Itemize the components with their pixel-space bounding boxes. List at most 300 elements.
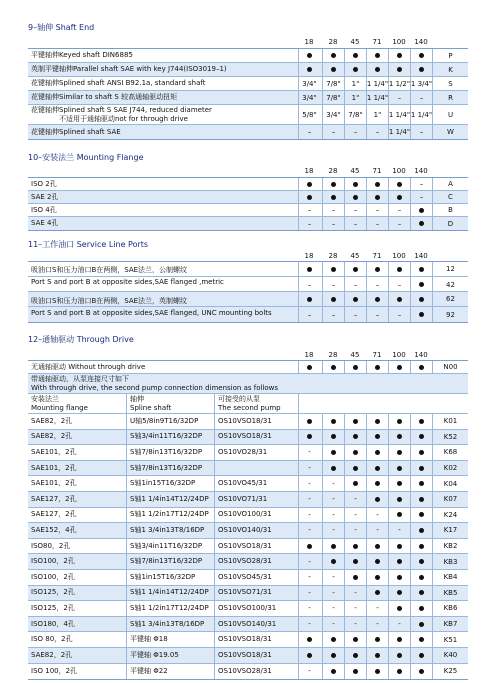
- flange-cell: [28, 430, 126, 445]
- availability-dot: [307, 297, 312, 302]
- value-cell: [410, 648, 432, 663]
- row-label-line: Port S and port B at opposite sides,SAE flanged, UNC mounting bolts: [31, 308, 272, 317]
- value-text: –: [375, 128, 380, 136]
- value-cell: [344, 570, 366, 585]
- spline-cell-text: S轴1 1/4in14T12/24DP: [130, 494, 209, 503]
- spline-cell: [126, 476, 214, 491]
- header-blank: [298, 394, 468, 413]
- availability-dot: [375, 365, 380, 370]
- second-pump-cell: [214, 586, 298, 601]
- section-title-service-line-ports: 11–工作油口 Service Line Ports: [28, 240, 149, 249]
- availability-dot: [353, 182, 358, 187]
- table-row: [28, 105, 468, 125]
- spline-cell: [126, 414, 214, 429]
- spline-cell: [126, 554, 214, 569]
- size-label: 18: [304, 38, 314, 46]
- second-pump-cell-text: OS10VSO71/31: [218, 588, 272, 597]
- value-cell: [388, 586, 410, 601]
- spline-cell: [126, 570, 214, 585]
- value-cell: [388, 476, 410, 491]
- availability-dot: [353, 450, 358, 455]
- header-line: Spline shaft: [130, 403, 172, 412]
- flange-cell: [28, 586, 126, 601]
- order-code: [432, 461, 468, 476]
- second-pump-cell: [214, 554, 298, 569]
- value-text: -: [332, 604, 335, 613]
- availability-dot: [419, 669, 424, 674]
- size-label: 71: [372, 252, 382, 260]
- spline-cell: [126, 617, 214, 632]
- size-label: 45: [350, 38, 360, 46]
- value-cell: [298, 664, 320, 680]
- value-text: 1 1/4": [410, 110, 433, 119]
- row-label: 无通轴驱动 Without through drive: [31, 362, 146, 371]
- availability-dot: [419, 434, 424, 439]
- value-text: –: [375, 206, 380, 214]
- port-subrow: [28, 262, 468, 277]
- availability-dot: [375, 575, 380, 580]
- row-label-cell: [28, 374, 468, 393]
- availability-dot: [419, 67, 424, 72]
- spline-cell: [126, 508, 214, 523]
- order-code: [432, 664, 468, 680]
- value-text: –: [307, 280, 312, 289]
- value-cell: [410, 77, 432, 90]
- value-cell: [366, 445, 388, 460]
- flange-cell: [28, 570, 126, 585]
- value-text: -: [376, 620, 379, 629]
- second-pump-cell-text: OS10VO45/31: [218, 479, 268, 488]
- order-code-text: K17: [443, 526, 458, 535]
- availability-dot: [419, 365, 424, 370]
- value-cell: [344, 632, 366, 647]
- second-pump-cell: [214, 414, 298, 429]
- order-code-text: K51: [443, 635, 458, 644]
- table-row: [28, 586, 468, 602]
- flange-cell-text: ISO100，2孔: [31, 557, 75, 566]
- row-label-cell: [28, 63, 298, 76]
- value-cell: [322, 632, 344, 647]
- value-cell: [344, 586, 366, 601]
- section-title-mounting-flange: 10–安装法兰 Mounting Flange: [28, 153, 144, 162]
- value-cell: [410, 361, 432, 373]
- value-cell: [298, 414, 320, 429]
- value-cell: [298, 617, 320, 632]
- row-label-cell: [28, 105, 298, 124]
- value-text: –: [375, 280, 380, 289]
- order-code-text: R: [448, 93, 453, 102]
- availability-dot: [331, 67, 336, 72]
- availability-dot: [419, 544, 424, 549]
- value-cell: [388, 601, 410, 616]
- value-text: -: [308, 495, 311, 504]
- value-cell: [388, 307, 410, 322]
- availability-dot: [353, 637, 358, 642]
- value-cell: [410, 63, 432, 76]
- spline-cell: [126, 601, 214, 616]
- availability-dot: [353, 365, 358, 370]
- value-text: -: [308, 479, 311, 488]
- availability-dot: [353, 481, 358, 486]
- table-row: [28, 445, 468, 461]
- value-cell: [298, 445, 320, 460]
- table-row: [28, 554, 468, 570]
- value-cell: [322, 508, 344, 523]
- value-cell: [366, 217, 388, 230]
- second-pump-cell-text: OS10VSO18/31: [218, 541, 272, 550]
- order-code: [432, 77, 468, 90]
- value-cell: [298, 601, 320, 616]
- order-code: [432, 492, 468, 507]
- table-row: [28, 191, 468, 204]
- availability-dot: [397, 544, 402, 549]
- value-cell: [322, 63, 344, 76]
- order-code: [432, 632, 468, 647]
- spline-cell-text: S轴3/4in11T16/32DP: [130, 541, 203, 550]
- value-cell: [298, 570, 320, 585]
- value-text: -: [376, 604, 379, 613]
- value-cell: [322, 430, 344, 445]
- availability-dot: [331, 434, 336, 439]
- availability-dot: [353, 195, 358, 200]
- availability-dot: [353, 297, 358, 302]
- flange-cell-text: ISO100，2孔: [31, 572, 75, 581]
- value-text: -: [354, 510, 357, 519]
- flange-cell-text: SAE152，4孔: [31, 525, 77, 534]
- value-cell: [410, 586, 432, 601]
- order-code-text: P: [448, 51, 453, 60]
- value-cell: [322, 262, 344, 276]
- value-cell: [410, 601, 432, 616]
- order-code-text: K68: [443, 448, 458, 457]
- value-cell: [410, 632, 432, 647]
- value-cell: [388, 539, 410, 554]
- value-text: -: [332, 588, 335, 597]
- value-text: –: [397, 219, 402, 228]
- availability-dot: [419, 282, 424, 287]
- value-cell: [298, 262, 320, 276]
- column-header-row: [28, 394, 468, 414]
- availability-dot: [419, 297, 424, 302]
- port-group: [28, 292, 468, 322]
- value-cell: [322, 476, 344, 491]
- order-code: [432, 430, 468, 445]
- value-cell: [366, 648, 388, 663]
- value-cell: [298, 91, 320, 104]
- through-drive-note: [28, 374, 468, 394]
- value-cell: [366, 664, 388, 680]
- value-text: -: [332, 620, 335, 629]
- value-cell: [344, 292, 366, 306]
- availability-dot: [307, 434, 312, 439]
- value-cell: [410, 307, 432, 322]
- value-cell: [366, 632, 388, 647]
- size-label: 100: [392, 252, 406, 260]
- table-row: [28, 523, 468, 539]
- order-code: [432, 105, 468, 124]
- availability-dot: [307, 419, 312, 424]
- availability-dot: [331, 53, 336, 58]
- second-pump-cell: [214, 461, 298, 476]
- value-cell: [322, 361, 344, 373]
- value-cell: [322, 523, 344, 538]
- value-cell: [344, 508, 366, 523]
- flange-cell: [28, 632, 126, 647]
- row-label: [28, 79, 206, 88]
- availability-dot: [375, 590, 380, 595]
- value-cell: [344, 492, 366, 507]
- flange-cell: [28, 617, 126, 632]
- availability-dot: [397, 450, 402, 455]
- availability-dot: [307, 67, 312, 72]
- table-row: [28, 63, 468, 77]
- flange-cell: [28, 508, 126, 523]
- value-cell: [410, 105, 432, 124]
- order-code-text: K24: [443, 510, 458, 519]
- row-label-line: 花键轴伸Splined shaft ANSI B92.1a, standard shaft: [31, 79, 206, 87]
- value-cell: [366, 77, 388, 90]
- value-cell: [410, 617, 432, 632]
- availability-dot: [397, 195, 402, 200]
- value-cell: [322, 204, 344, 216]
- table-row: [28, 570, 468, 586]
- order-code: [432, 191, 468, 203]
- availability-dot: [375, 466, 380, 471]
- row-label: ISO 4孔: [31, 205, 57, 214]
- table-row: [28, 49, 468, 63]
- flange-cell-text: ISO 100，2孔: [31, 666, 78, 675]
- value-text: 1": [351, 79, 360, 88]
- value-cell: [388, 191, 410, 203]
- row-label-line: 花键轴伸Splined shaft SAE: [31, 127, 121, 136]
- value-cell: [410, 445, 432, 460]
- spline-cell: [126, 539, 214, 554]
- value-cell: [298, 277, 320, 292]
- value-text: 7/8": [348, 110, 363, 119]
- second-pump-cell: [214, 664, 298, 680]
- size-label: 100: [392, 351, 406, 359]
- order-code: [432, 49, 468, 62]
- value-text: -: [354, 620, 357, 629]
- value-cell: [366, 191, 388, 203]
- value-cell: [366, 476, 388, 491]
- row-label-cell: [28, 178, 298, 190]
- value-cell: [410, 523, 432, 538]
- order-code-text: B: [448, 206, 453, 214]
- value-text: -: [308, 526, 311, 535]
- value-cell: [344, 262, 366, 276]
- row-label-cell: [28, 361, 298, 373]
- value-text: 3/4": [326, 110, 341, 119]
- value-cell: [344, 125, 366, 139]
- second-pump-cell-text: OS10VSO18/31: [218, 635, 272, 644]
- value-text: -: [376, 510, 379, 519]
- availability-dot: [353, 434, 358, 439]
- second-pump-cell: [214, 601, 298, 616]
- value-text: 1 1/4": [388, 128, 411, 136]
- value-text: –: [353, 206, 358, 214]
- value-cell: [344, 539, 366, 554]
- flange-cell-text: ISO125，2孔: [31, 588, 75, 597]
- value-text: -: [332, 526, 335, 535]
- value-text: –: [375, 219, 380, 228]
- table-row: [28, 414, 468, 430]
- order-code-text: K: [448, 65, 453, 74]
- value-cell: [410, 570, 432, 585]
- value-cell: [344, 63, 366, 76]
- value-cell: [322, 91, 344, 104]
- order-code-text: KB4: [443, 573, 458, 582]
- availability-dot: [375, 182, 380, 187]
- availability-dot: [353, 559, 358, 564]
- size-label: 28: [328, 167, 338, 175]
- row-label: SAE 2孔: [31, 192, 59, 201]
- value-cell: [298, 430, 320, 445]
- row-label: SAE 4孔: [31, 219, 59, 227]
- availability-dot: [307, 653, 312, 658]
- availability-dot: [419, 528, 424, 533]
- value-text: –: [331, 206, 336, 214]
- availability-dot: [397, 512, 402, 517]
- order-code-text: N00: [443, 363, 458, 371]
- availability-dot: [375, 559, 380, 564]
- value-cell: [388, 361, 410, 373]
- availability-dot: [353, 669, 358, 674]
- availability-dot: [397, 575, 402, 580]
- second-pump-cell: [214, 570, 298, 585]
- size-label: 28: [328, 252, 338, 260]
- value-text: -: [308, 510, 311, 519]
- value-cell: [344, 476, 366, 491]
- order-code: [432, 539, 468, 554]
- availability-dot: [307, 544, 312, 549]
- value-cell: [322, 105, 344, 124]
- flange-cell-text: SAE101，2孔: [31, 479, 77, 488]
- spline-cell: [126, 664, 214, 680]
- value-cell: [298, 292, 320, 306]
- availability-dot: [375, 434, 380, 439]
- value-text: 5/8": [302, 110, 317, 119]
- value-cell: [344, 49, 366, 62]
- order-code: [432, 601, 468, 616]
- availability-dot: [419, 606, 424, 611]
- order-code-text: C: [448, 193, 453, 201]
- availability-dot: [375, 481, 380, 486]
- order-code: [432, 508, 468, 523]
- value-cell: [322, 492, 344, 507]
- value-cell: [388, 617, 410, 632]
- value-cell: [388, 664, 410, 680]
- row-label-cell: [28, 49, 298, 62]
- flange-cell-text: SAE127，2孔: [31, 494, 77, 503]
- value-cell: [410, 91, 432, 104]
- availability-dot: [331, 365, 336, 370]
- value-cell: [388, 63, 410, 76]
- row-label-line: 英制平键轴伸Parallel shaft SAE with key J744(ISO3019–1): [31, 65, 227, 73]
- availability-dot: [331, 450, 336, 455]
- row-label-cell: [28, 77, 298, 90]
- value-cell: [344, 461, 366, 476]
- order-code-text: 92: [446, 310, 455, 319]
- flange-cell: [28, 461, 126, 476]
- row-label-line: 花键轴伸Splined shaft S SAE J744, reduced diameter: [31, 105, 212, 114]
- table-row: [28, 617, 468, 633]
- row-label-cell: [28, 91, 298, 104]
- value-cell: [344, 664, 366, 680]
- value-cell: [388, 105, 410, 124]
- value-cell: [322, 191, 344, 203]
- second-pump-cell-text: OS10VSO45/31: [218, 572, 272, 581]
- value-text: -: [308, 557, 311, 566]
- flange-cell: [28, 648, 126, 663]
- value-text: –: [397, 206, 402, 214]
- value-cell: [344, 277, 366, 292]
- spline-cell-text: S轴7/8in13T16/32DP: [130, 447, 203, 456]
- value-cell: [366, 430, 388, 445]
- row-label: [28, 93, 177, 102]
- order-code: [432, 414, 468, 429]
- row-label: [28, 375, 278, 393]
- availability-dot: [419, 419, 424, 424]
- order-code-text: 62: [446, 295, 455, 303]
- availability-dot: [353, 67, 358, 72]
- value-cell: [344, 361, 366, 373]
- value-text: –: [307, 128, 312, 136]
- availability-dot: [419, 590, 424, 595]
- value-cell: [366, 554, 388, 569]
- spline-cell: [126, 586, 214, 601]
- availability-dot: [375, 669, 380, 674]
- order-code-text: A: [448, 180, 453, 188]
- value-cell: [298, 307, 320, 322]
- value-text: –: [419, 193, 424, 201]
- order-code-text: K01: [443, 417, 458, 426]
- row-label-line: 带通轴驱动，从泵连接尺寸如下: [31, 374, 129, 383]
- availability-dot: [375, 653, 380, 658]
- value-cell: [322, 277, 344, 292]
- second-pump-cell: [214, 523, 298, 538]
- second-pump-cell-text: OS10VSO18/31: [218, 416, 272, 425]
- row-label-cell: [28, 191, 298, 203]
- row-label: ISO 2孔: [31, 179, 57, 188]
- header-second-pump: [214, 394, 298, 413]
- value-cell: [344, 648, 366, 663]
- size-label: 45: [350, 167, 360, 175]
- value-cell: [388, 414, 410, 429]
- order-code: [432, 262, 468, 276]
- value-cell: [410, 49, 432, 62]
- value-cell: [298, 361, 320, 373]
- availability-dot: [419, 575, 424, 580]
- value-cell: [410, 191, 432, 203]
- value-cell: [410, 554, 432, 569]
- second-pump-cell-text: OS10VSO100/31: [218, 603, 277, 612]
- availability-dot: [307, 365, 312, 370]
- flange-cell: [28, 539, 126, 554]
- second-pump-cell-text: OS10VO28/31: [218, 447, 268, 456]
- availability-dot: [331, 559, 336, 564]
- value-cell: [322, 586, 344, 601]
- value-cell: [410, 262, 432, 276]
- availability-dot: [353, 544, 358, 549]
- order-code-text: KB6: [443, 604, 458, 613]
- availability-dot: [331, 267, 336, 272]
- table-row: [28, 601, 468, 617]
- value-cell: [366, 91, 388, 104]
- value-cell: [344, 430, 366, 445]
- spline-cell: [126, 632, 214, 647]
- size-label: 28: [328, 351, 338, 359]
